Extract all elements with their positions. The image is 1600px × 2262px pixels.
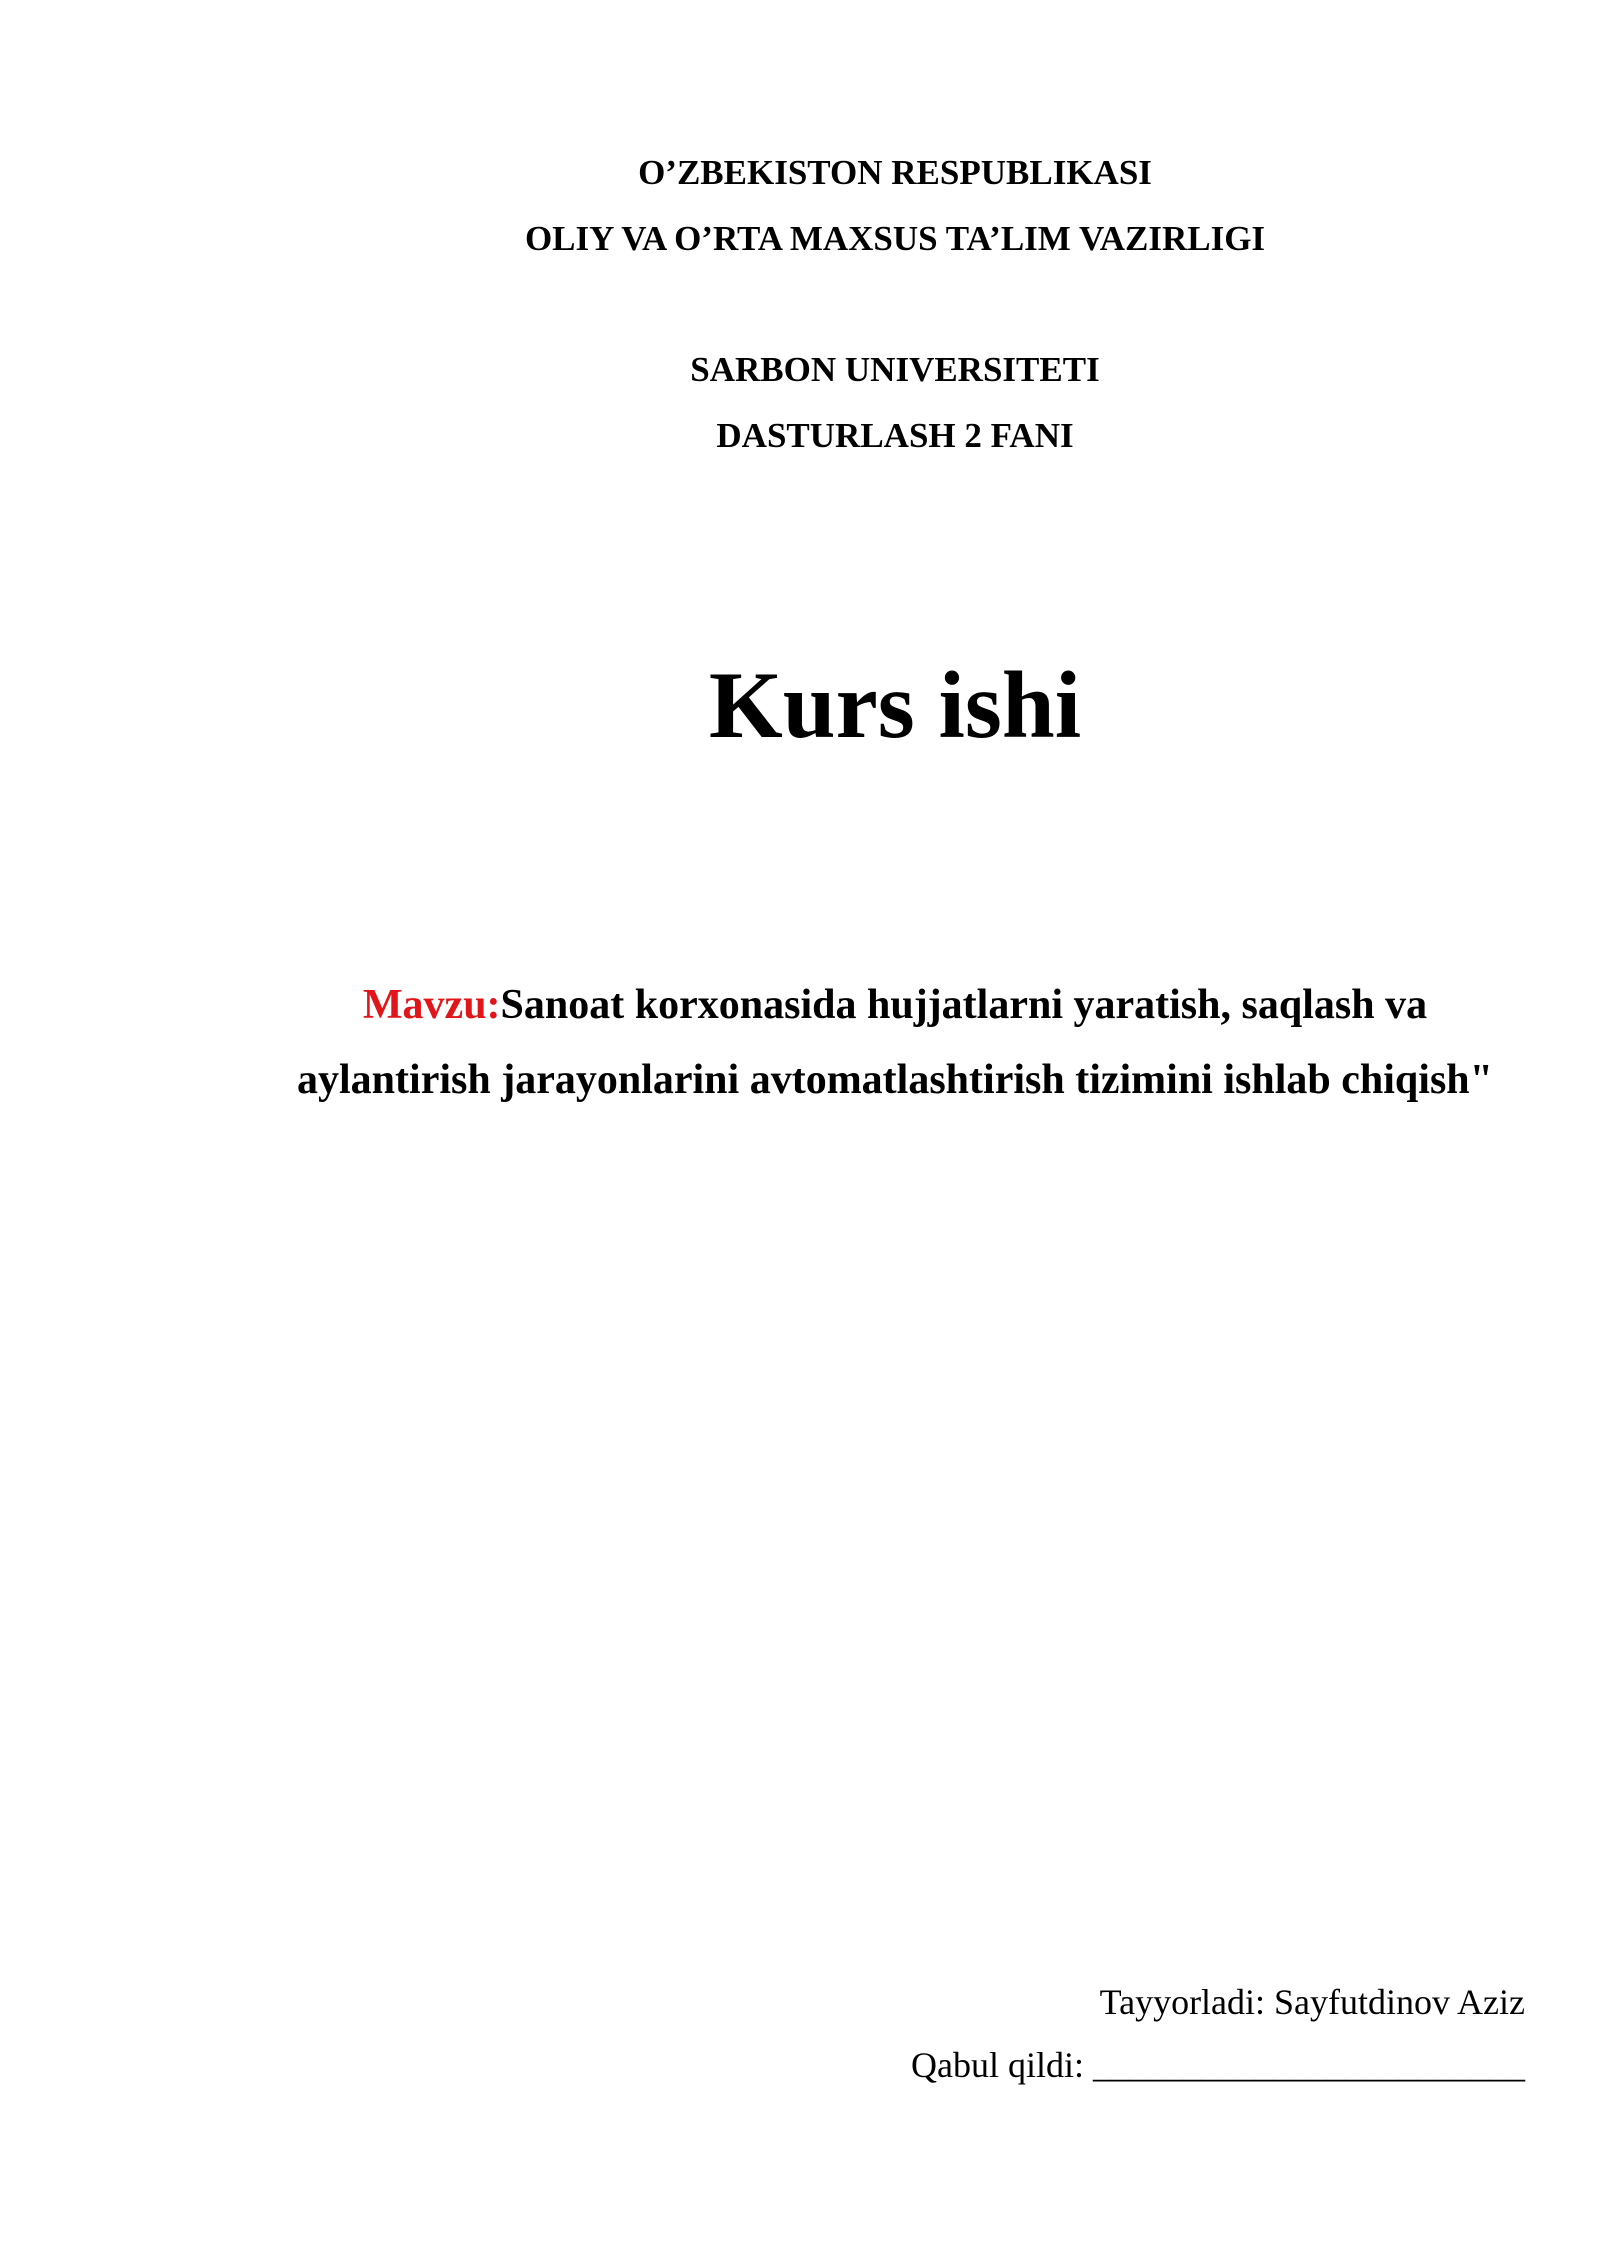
topic-text-1: Sanoat korxonasida hujjatlarni yaratish, saqlash va: [500, 982, 1428, 1028]
topic-label: Mavzu:: [362, 982, 501, 1028]
topic-line-1: [0, 980, 1600, 1030]
country-header: O’ZBEKISTON RESPUBLIKASI: [638, 153, 1152, 192]
accepted-by: Qabul qildi: ________________________: [911, 2045, 1525, 2085]
document-title: Kurs ishi: [708, 652, 1082, 758]
university-name: SARBON UNIVERSITETI: [690, 350, 1100, 389]
ministry-header: OLIY VA O’RTA MAXSUS TA’LIM VAZIRLIGI: [524, 219, 1266, 258]
subject-name: DASTURLASH 2 FANI: [716, 416, 1074, 455]
topic-line-2: aylantirish jarayonlarini avtomatlashtirish tizimini ishlab chiqish": [297, 1057, 1493, 1103]
prepared-by: Tayyorladi: Sayfutdinov Aziz: [1099, 1982, 1525, 2022]
